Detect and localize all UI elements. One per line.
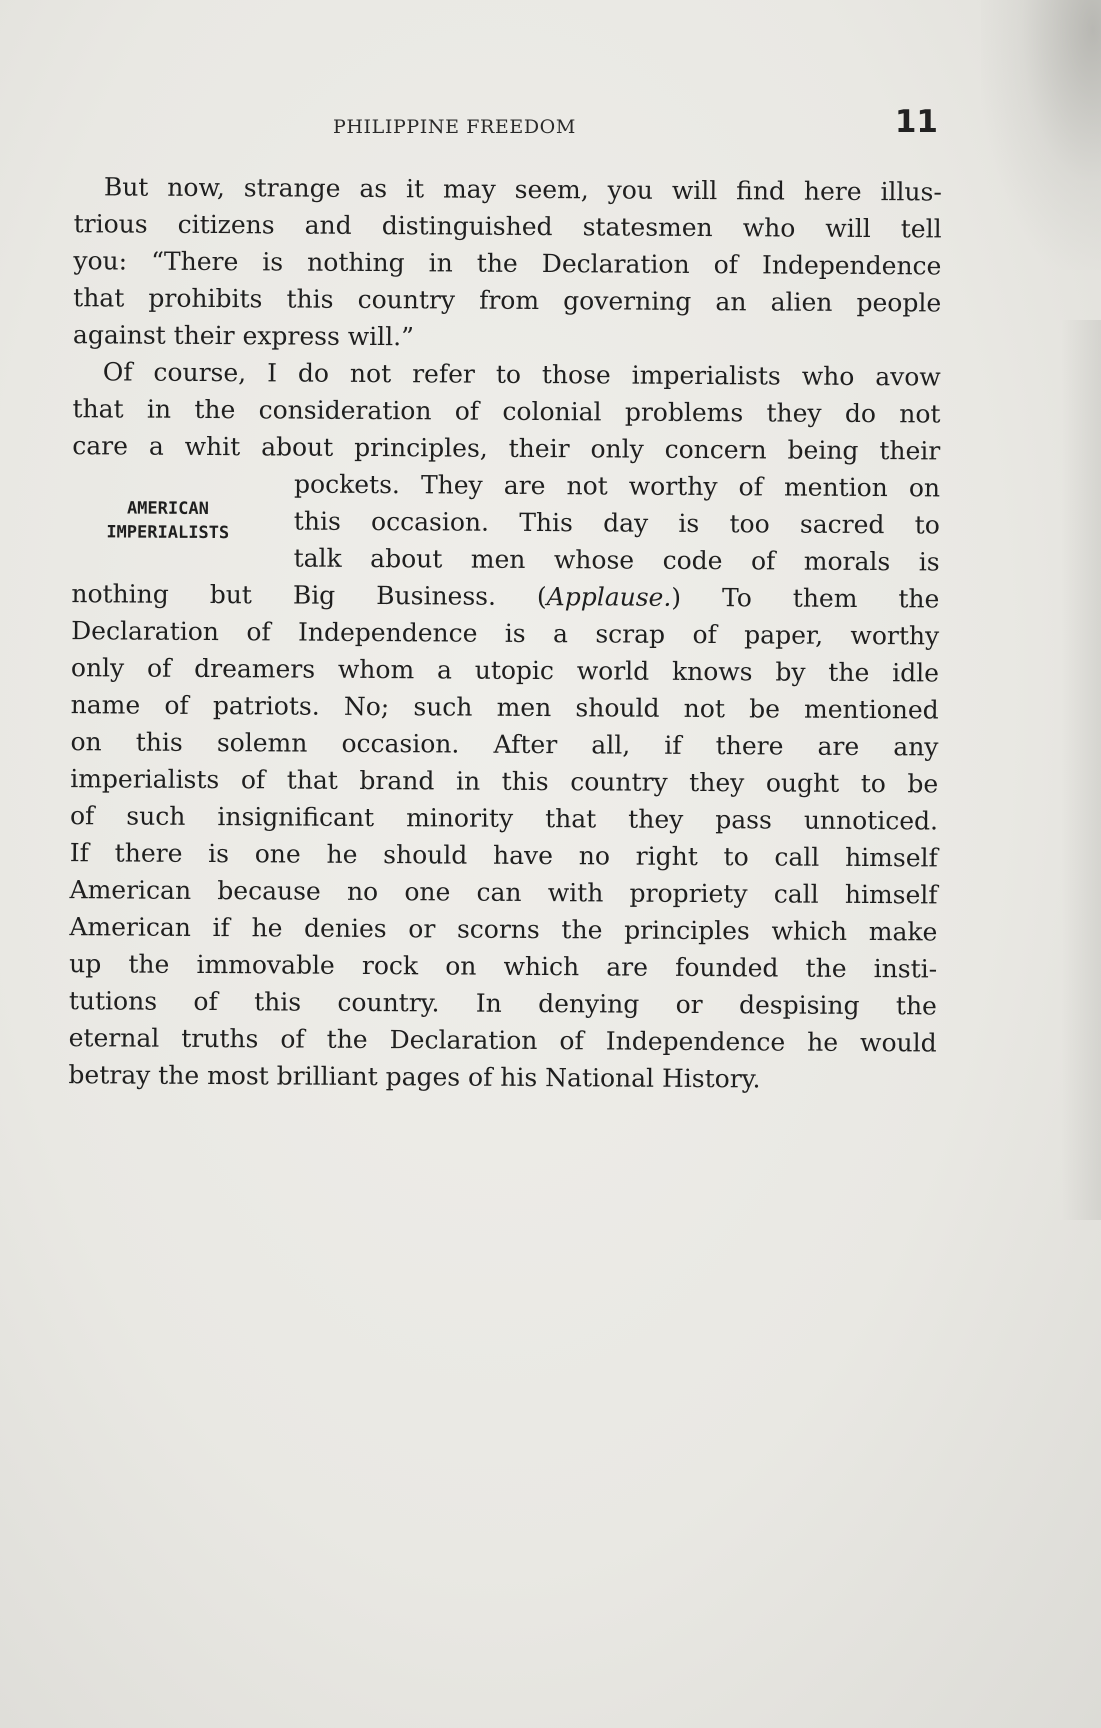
sidenote-block (42, 464, 941, 580)
paragraph-2 (38, 353, 941, 1098)
sidenote-wrapped-text (264, 465, 941, 580)
text-line: only of dreamers whom a utopic world knows by the idle (70, 653, 940, 688)
paragraph-1 (43, 168, 942, 358)
text-line: up the immovable rock on which are founded the insti- (69, 949, 938, 984)
text-line: trious citizens and distinguished statesmen who will tell (73, 209, 942, 244)
text-line: American because no one can with propriety call himself (69, 875, 938, 910)
text-line: But now, strange as it may seem, you will find here illus- (103, 172, 942, 207)
applause-text: Applause. (546, 582, 672, 612)
text-fragment: nothing but Big Business. ( (71, 579, 547, 612)
body-text (38, 168, 942, 1098)
text-line: name of patriots. No; such men should not be mentioned (70, 690, 939, 725)
sidenote-line: IMPERIALISTS (106, 521, 230, 543)
text-line: If there is one he should have no right to call himself (69, 838, 938, 873)
text-line: this occasion. This day is too sacred to (293, 506, 940, 540)
sidenote-line: AMERICAN (126, 498, 209, 519)
page-header (48, 100, 938, 150)
text-line: against their express will.” (72, 320, 415, 352)
text-line: Declaration of Independence is a scrap of paper, worthy (71, 616, 940, 651)
text-line: tutions of this country. In denying or despising the (68, 986, 937, 1021)
text-line: care a whit about principles, their only concern being their (72, 431, 941, 466)
text-line: Of course, I do not refer to those imperialists who avow (102, 357, 941, 392)
page-number: 11 (894, 104, 938, 140)
text-line: talk about men whose code of morals is (293, 543, 940, 577)
sidenote (42, 495, 264, 544)
text-line: that prohibits this country from governing an alien people (73, 283, 942, 318)
text-line: eternal truths of the Declaration of Independence he would (68, 1023, 937, 1058)
text-line: pockets. They are not worthy of mention on (293, 469, 941, 503)
text-fragment: ) To them the (671, 582, 940, 614)
text-line: you: “There is nothing in the Declaration of Independence (73, 246, 942, 281)
text-line: American if he denies or scorns the principles which make (69, 912, 938, 947)
text-line: on this solemn occasion. After all, if there are any (70, 727, 939, 762)
text-line: that in the consideration of colonial problems they do not (72, 394, 941, 429)
text-line: imperialists of that brand in this country they ought to be (70, 764, 939, 799)
text-line-applause (41, 575, 939, 617)
text-line: betray the most brilliant pages of his National History. (68, 1060, 761, 1094)
running-head: PHILIPPINE FREEDOM (333, 116, 576, 138)
text-line: of such insignificant minority that they pass unnoticed. (69, 801, 939, 836)
